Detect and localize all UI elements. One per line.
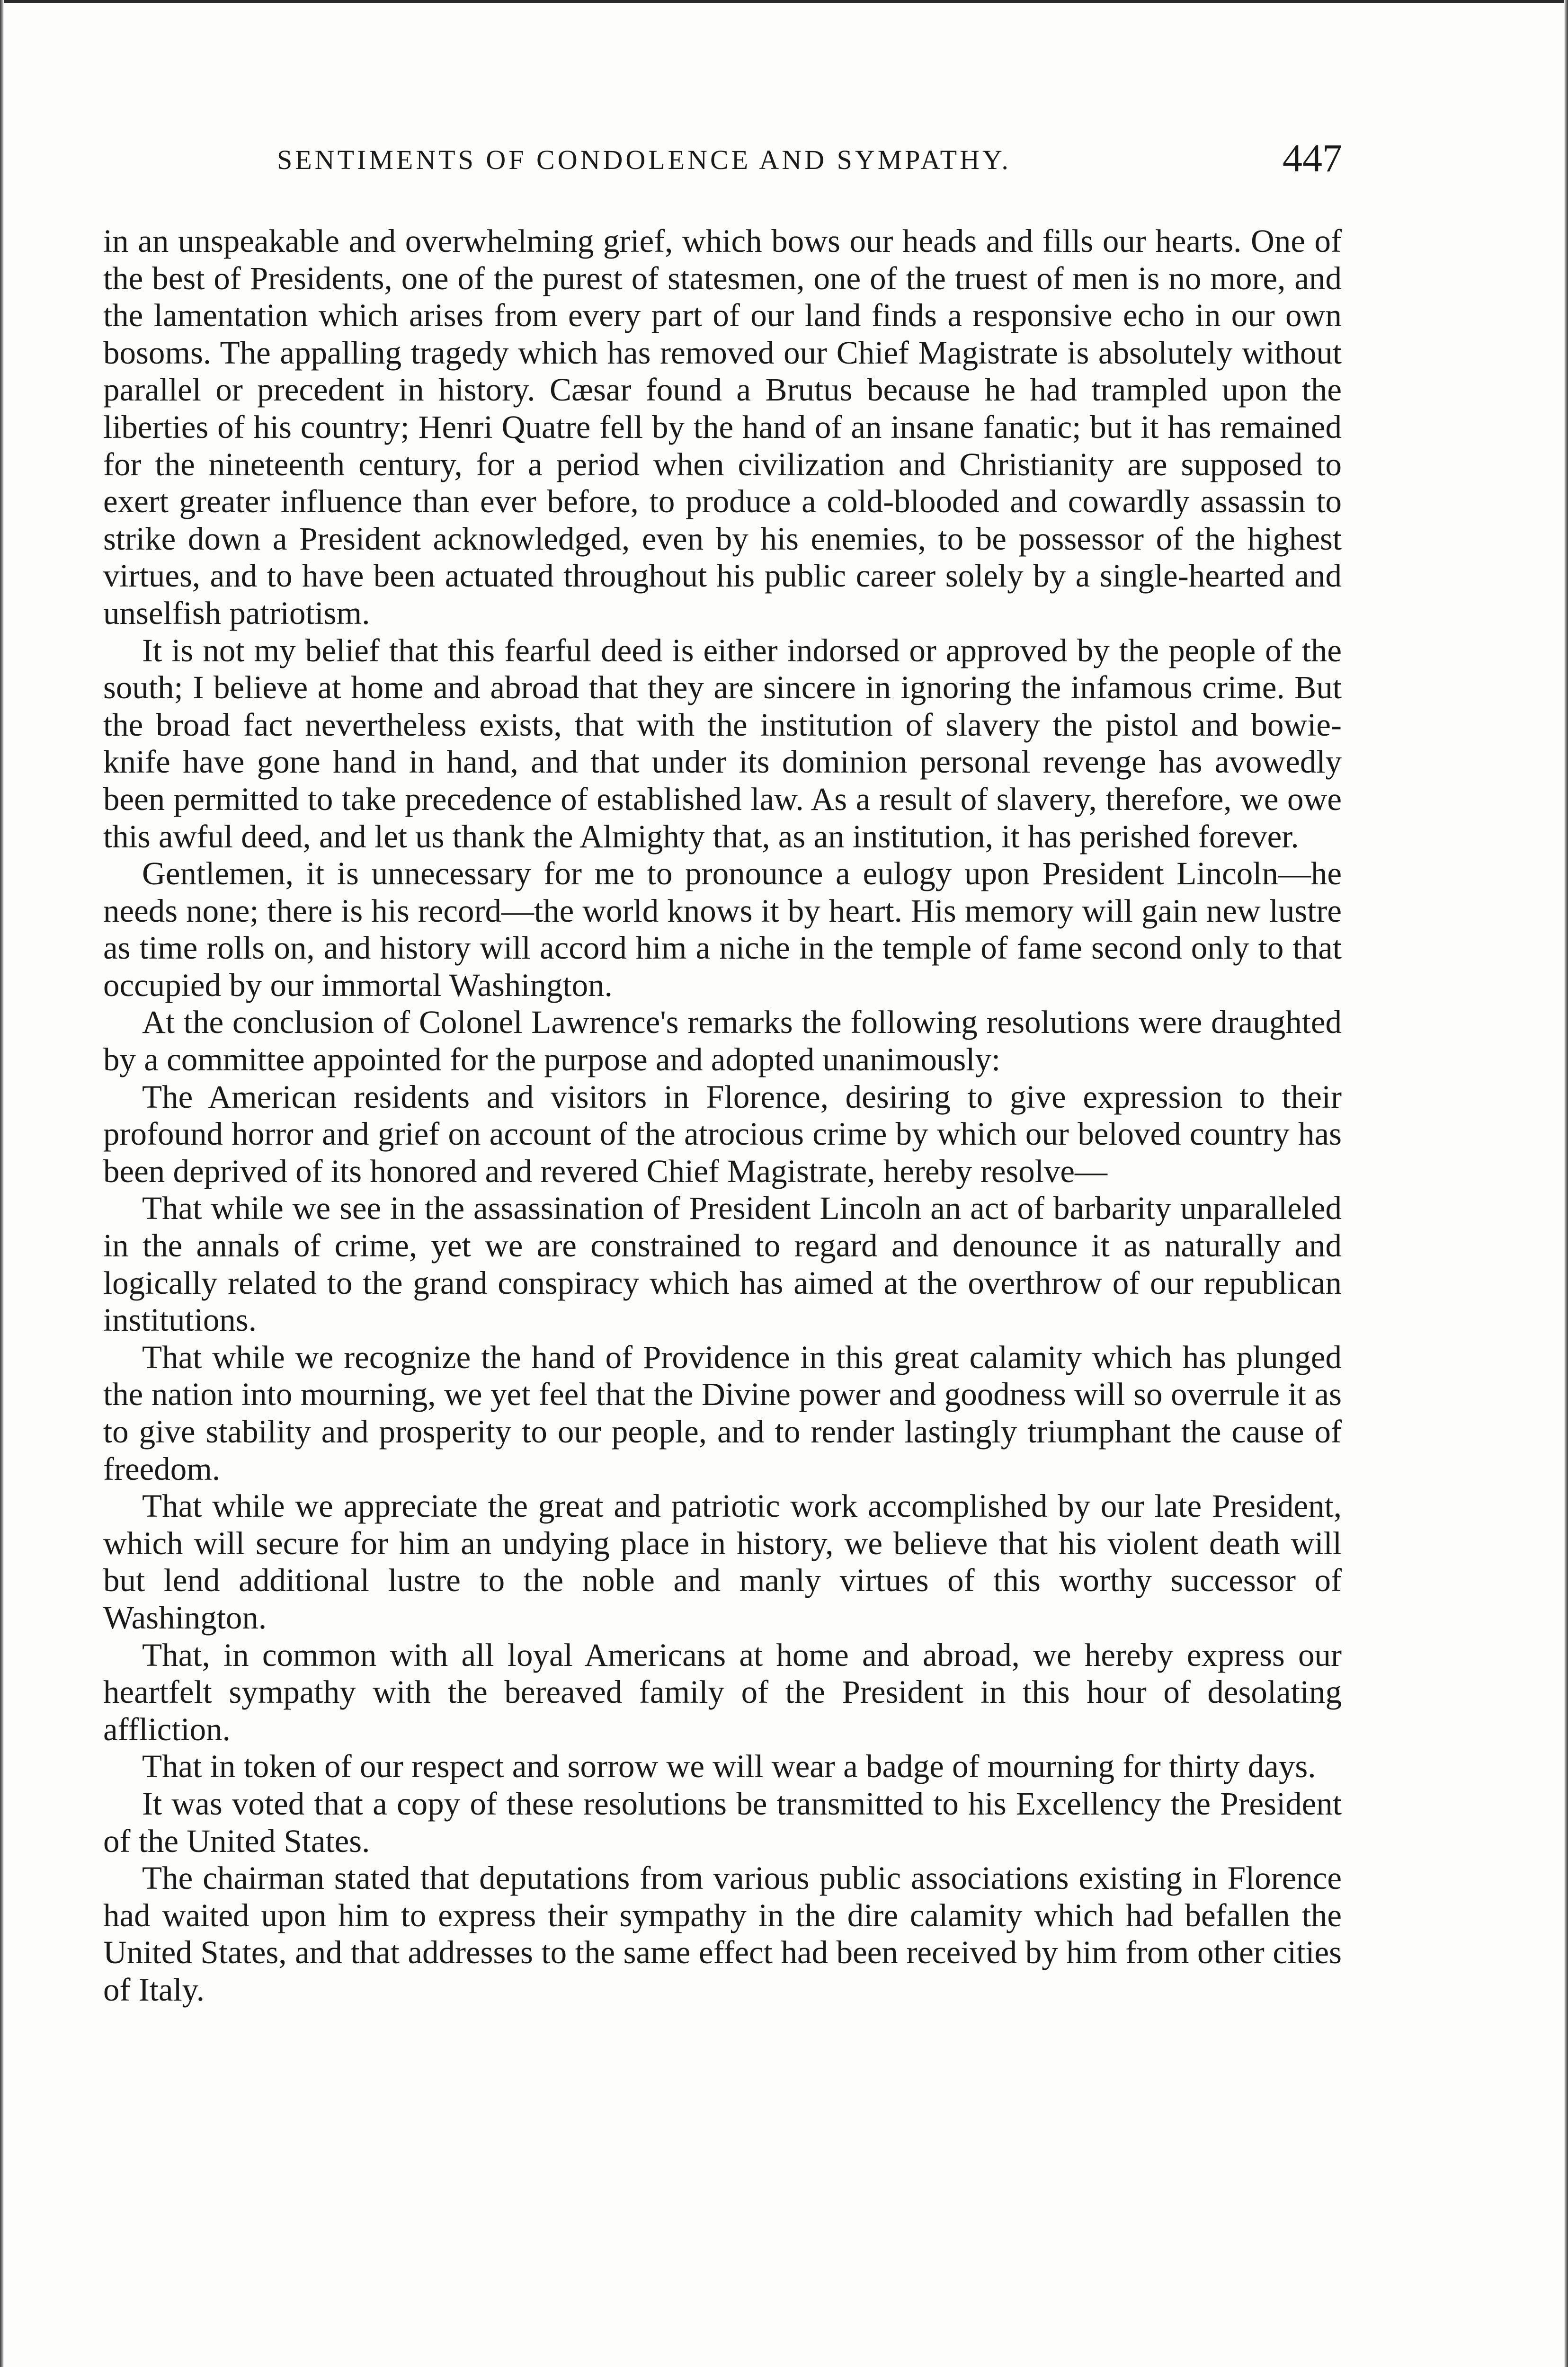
paragraph: At the conclusion of Colonel Lawrence's remarks the following resolutions were draughted by a committee appointed for the purpose and adopted unanimously: bbox=[103, 1004, 1342, 1078]
paragraph: That while we see in the assassination of President Lincoln an act of barbarity unparalleled in the annals of crime, yet we are constrained to regard and denounce it as naturally and logically related to the grand conspiracy which has aimed at the overthrow of our republican institutions. bbox=[103, 1190, 1342, 1338]
right-page-edge bbox=[1564, 0, 1568, 2367]
paragraph: Gentlemen, it is unnecessary for me to pronounce a eulogy upon President Lincoln—he needs none; there is his record—the world knows it by heart. His memory will gain new lustre as time rolls on, and history will accord him a niche in the temple of fame second only to that occupied by our immortal Washington. bbox=[103, 855, 1342, 1003]
paragraph: That, in common with all loyal Americans at home and abroad, we hereby express our heartfelt sympathy with the bereaved family of the President in this hour of desolating affliction. bbox=[103, 1637, 1342, 1747]
page-header bbox=[102, 135, 1342, 187]
paragraph: That in token of our respect and sorrow we will wear a badge of mourning for thirty days. bbox=[142, 1748, 1316, 1785]
left-binding-edge bbox=[0, 0, 4, 2367]
running-head: SENTIMENTS OF CONDOLENCE AND SYMPATHY. bbox=[277, 144, 1011, 175]
body-text bbox=[103, 222, 1342, 2009]
paragraph: The chairman stated that deputations from various public associations existing in Florence had waited upon him to express their sympathy in the dire calamity which had befallen the United States, and that addresses to the same effect had been received by him from other cities of Italy. bbox=[103, 1860, 1342, 2008]
paragraph: in an unspeakable and overwhelming grief, which bows our heads and fills our hearts. One of the best of Presidents, one of the purest of statesmen, one of the truest of men is no more, and the lamentation which arises from every part of our land finds a responsive echo in our own bosoms. The appalling tragedy which has removed our Chief Magistrate is absolutely without parallel or precedent in history. Cæsar found a Brutus because he had trampled upon the liberties of his country; Henri Quatre fell by the hand of an insane fanatic; but it has remained for the nineteenth century, for a period when civilization and Christianity are supposed to exert greater influence than ever before, to produce a cold-blooded and cowardly assassin to strike down a President acknowledged, even by his enemies, to be possessor of the highest virtues, and to have been actuated throughout his public career solely by a single-hearted and unselfish patriotism. bbox=[103, 223, 1342, 631]
paragraph: That while we appreciate the great and patriotic work accomplished by our late President, which will secure for him an undying place in history, we believe that his violent death will but lend additional lustre to the noble and manly virtues of this worthy successor of Washington. bbox=[103, 1488, 1342, 1636]
paragraph: It was voted that a copy of these resolutions be transmitted to his Excellency the President of the United States. bbox=[103, 1785, 1342, 1859]
paragraph: The American residents and visitors in Florence, desiring to give expression to their profound horror and grief on account of the atrocious crime by which our beloved country has been deprived of its honored and revered Chief Magistrate, hereby resolve— bbox=[103, 1078, 1342, 1189]
paragraph: That while we recognize the hand of Providence in this great calamity which has plunged the nation into mourning, we yet feel that the Divine power and goodness will so overrule it as to give stability and prosperity to our people, and to render lastingly triumphant the cause of freedom. bbox=[103, 1339, 1342, 1487]
paragraph: It is not my belief that this fearful deed is either indorsed or approved by the people of the south; I believe at home and abroad that they are sincere in ignoring the infamous crime. But the broad fact nevertheless exists, that with the institution of slavery the pistol and bowie-knife have gone hand in hand, and that under its dominion personal revenge has avowedly been permitted to take precedence of established law. As a result of slavery, therefore, we owe this awful deed, and let us thank the Almighty that, as an institution, it has perished forever. bbox=[103, 632, 1342, 854]
page-number: 447 bbox=[1283, 136, 1342, 180]
top-edge-shadow bbox=[0, 0, 1568, 3]
